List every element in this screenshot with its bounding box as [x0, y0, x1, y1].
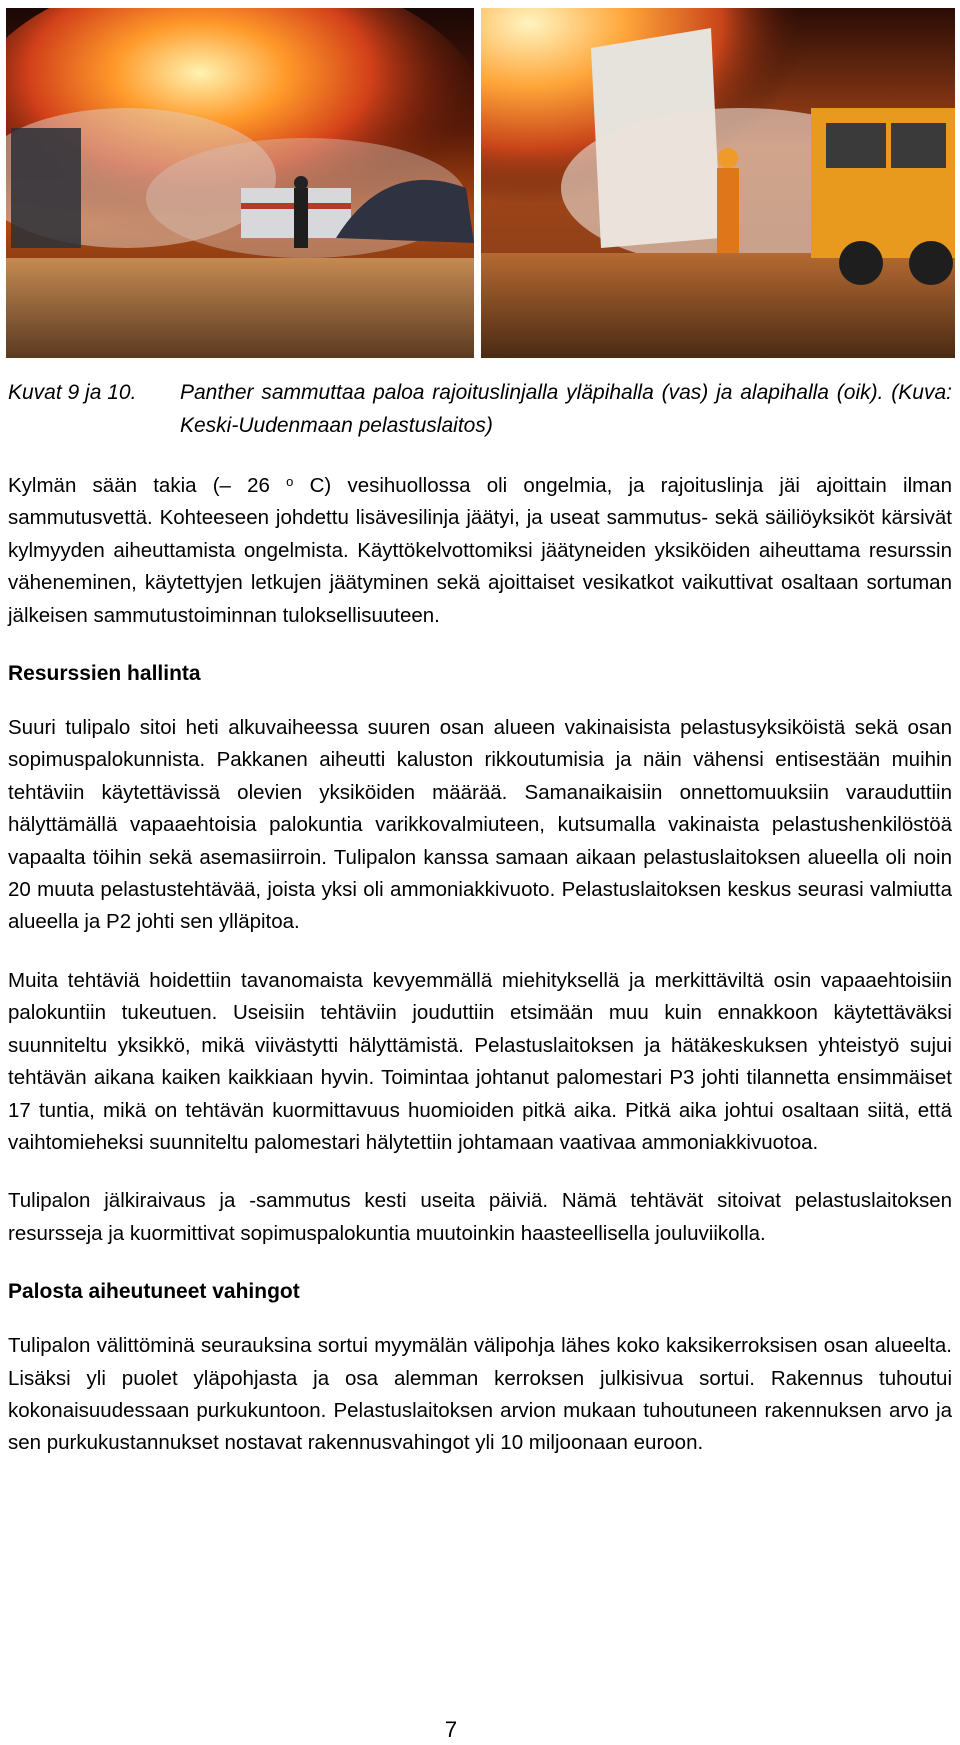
paragraph: Tulipalon jälkiraivaus ja -sammutus kesti useita päiviä. Nämä tehtävät sitoivat pelastuslaitoksen resursseja ja kuormittivat sopimuspalokuntia muutoinkin haasteellisella jouluviikolla.	[8, 1189, 952, 1245]
document-body	[8, 470, 952, 1486]
paragraph-text-before: Kylmän sään takia (– 26	[8, 474, 287, 497]
fire-scene-image-left	[6, 8, 474, 358]
page-number: 7	[444, 1717, 458, 1742]
paragraph-water-supply	[8, 470, 952, 632]
paragraph: Muita tehtäviä hoidettiin tavanomaista kevyemmällä miehityksellä ja merkittäviltä osin vapaaehtoisiin palokuntiin tukeutuen. Useisiin tehtäviin jouduttiin etsimään muu kuin ennakkoon käytettäväksi suunniteltu yksikkö, mikä viivästytti hälyttämistä. Pelastuslaitoksen ja hätäkeskuksen yhteistyö sujui tehtävän aikana kaiken kaikkiaan hyvin. Toimintaa johtanut palomestari P3 johti tilannetta ensimmäiset 17 tuntia, mikä on tehtävän kuormittavuus huomioiden pitkä aika. Pitkä aika johtui osaltaan siitä, että vaihtomieheksi suunniteltu palomestari hälytettiin johtamaan vaativaa ammoniakkivuotoa.	[8, 968, 952, 1154]
paragraph-text-after: C) vesihuollossa oli ongelmia, ja rajoituslinja jäi ajoittain ilman sammutusvettä. Kohteeseen johdettu lisävesilinja jäätyi, ja useat sammutus- sekä säiliöyksiköt kärsivät kylmyyden aiheuttamista ongelmista. Käyttökelvottomiksi jäätyneiden yksiköiden aiheuttama resurssin väheneminen, käytettyjen letkujen jäätyminen sekä ajoittaiset vesikatkot vaikuttivat osaltaan sortuman jälkeisen sammutustoiminnan tuloksellisuuteen.	[8, 474, 952, 627]
section-heading-resource-management: Resurssien hallinta	[8, 662, 201, 686]
fire-scene-image-right	[481, 8, 955, 358]
caption-label: Kuvat 9 ja 10.	[8, 381, 137, 404]
paragraph: Tulipalon välittöminä seurauksina sortui myymälän välipohja lähes koko kaksikerroksisen osan alueelta. Lisäksi yli puolet yläpohjasta ja osa alemman kerroksen julkisivua sortui. Rakennus tuhoutui kokonaisuudessaan purkukuntoon. Pelastuslaitoksen arvion mukaan tuhoutuneen rakennuksen arvo ja sen purkukustannukset nostavat rakennusvahingot yli 10 miljoonaan euroon.	[8, 1334, 952, 1455]
fire-photo-upper-yard	[6, 8, 474, 358]
degree-superscript: o	[286, 474, 294, 489]
section-heading-fire-damages: Palosta aiheutuneet vahingot	[8, 1280, 300, 1304]
fire-photo-lower-yard	[481, 8, 955, 358]
paragraph: Suuri tulipalo sitoi heti alkuvaiheessa suuren osan alueen vakinaisista pelastusyksiköistä sekä osan sopimuspalokunnista. Pakkanen aiheutti kaluston rikkoutumisia ja näin vähensi entisestään muihin tehtäviin käytettävissä olevien yksiköiden määrää. Samanaikaisiin onnettomuuksiin varauduttiin hälyttämällä vapaaehtoisia palokuntia varikkovalmiuteen, kutsumalla vakinaista pelastushenkilöstöä vapaalta töihin sekä asemasiirroin. Tulipalon kanssa samaan aikaan pelastuslaitoksen alueella oli noin 20 muuta pelastustehtävää, joista yksi oli ammoniakkivuoto. Pelastuslaitoksen keskus seurasi valmiutta alueella ja P2 johti sen ylläpitoa.	[8, 716, 952, 934]
caption-text: Panther sammuttaa paloa rajoituslinjalla yläpihalla (vas) ja alapihalla (oik). (Kuva: Keski-Uudenmaan pelastuslaitos)	[180, 381, 952, 437]
figure-caption	[8, 376, 952, 442]
